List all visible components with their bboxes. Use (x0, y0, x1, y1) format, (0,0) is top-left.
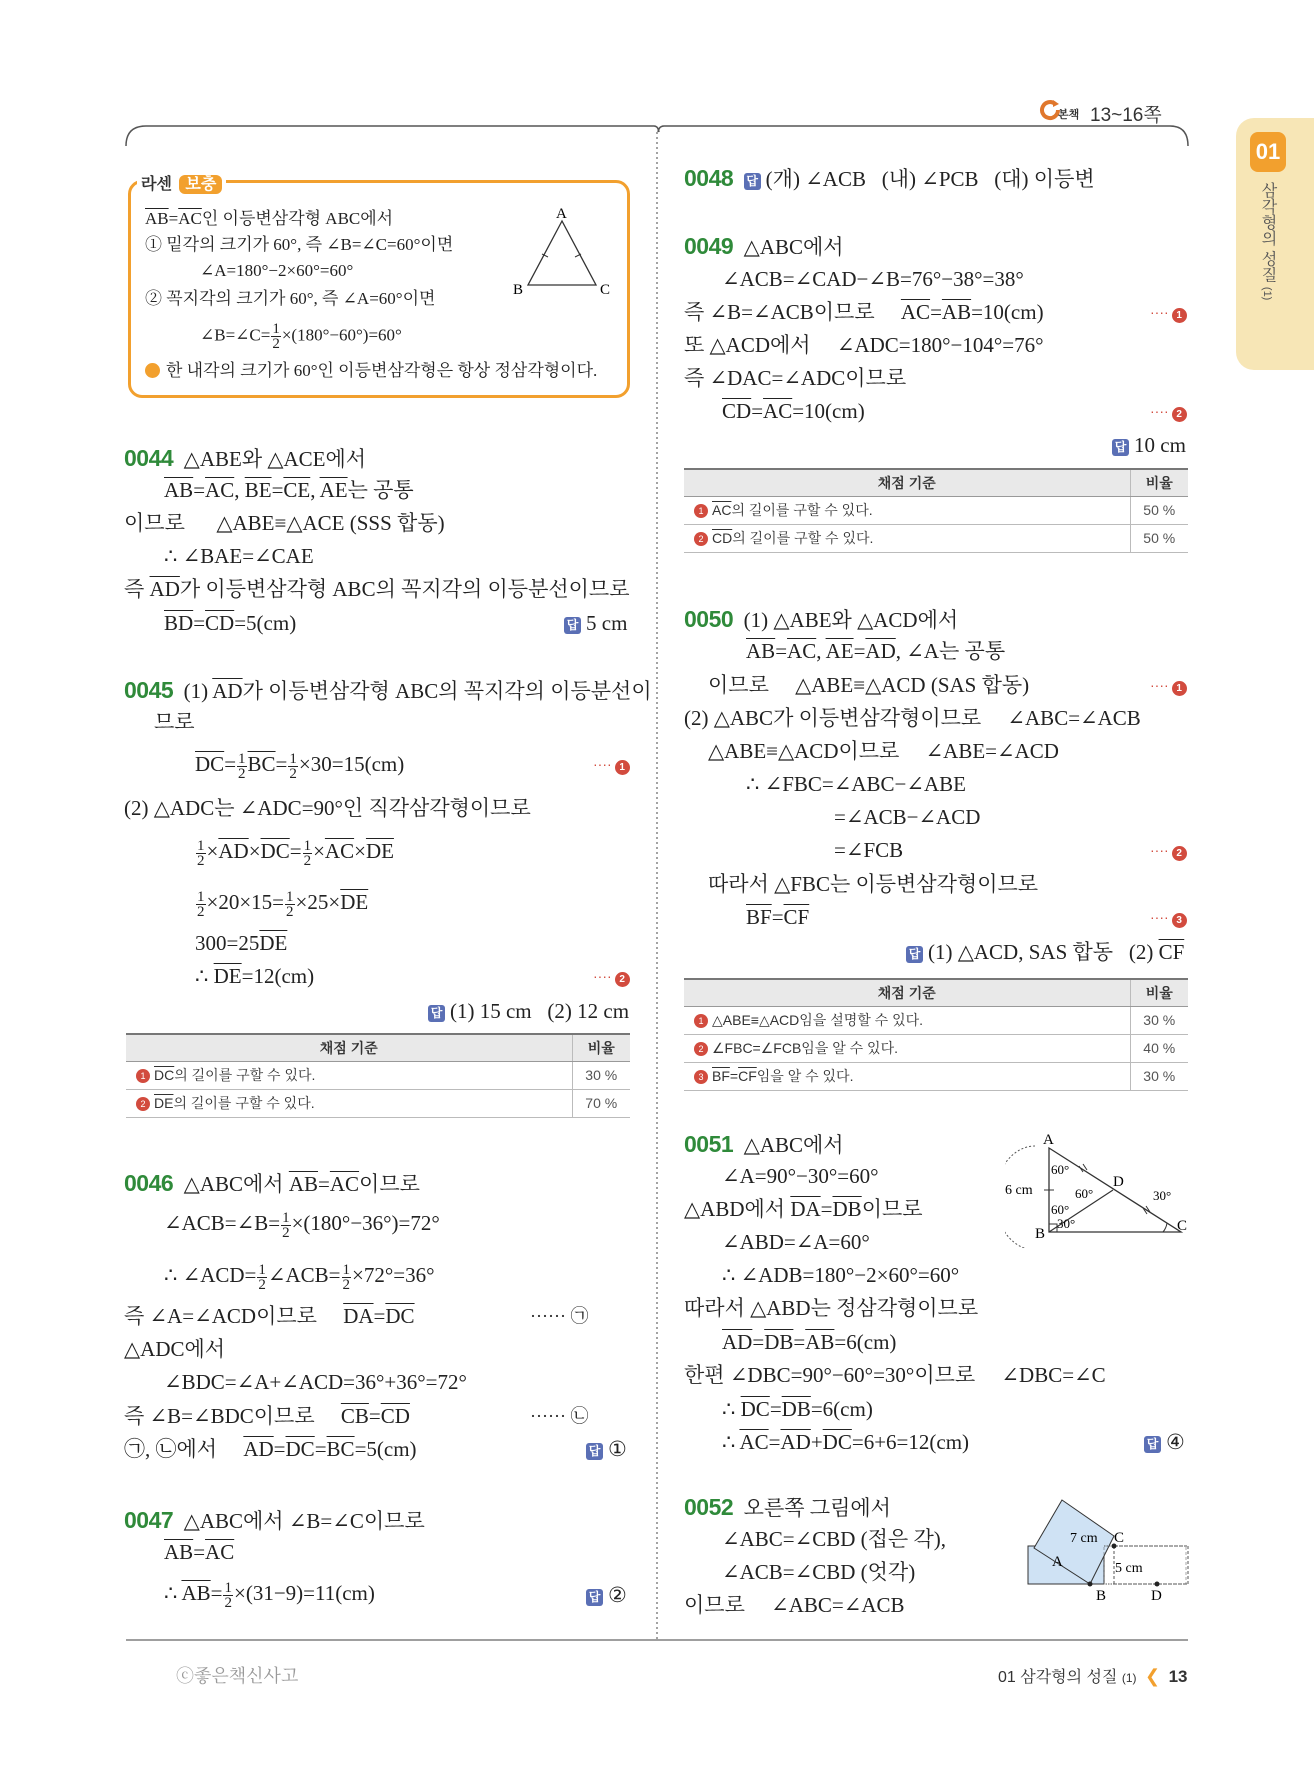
lasen-line-5: ∠B=∠C= $\frac{1}{2}$ ×(180°−60°)=60° (200, 321, 402, 352)
lasen-tag: 보충 (179, 175, 222, 194)
q0051-line-9: ∴ $\overline{DC}=\overline{DB}=6(cm)$ (722, 1397, 873, 1421)
q0050-answer: 답 (1) △ACD, SAS 합동 (2) $\overline{CF}$ (906, 939, 1184, 965)
step-marker-1: ···· 1 (1150, 304, 1187, 323)
answer-icon: 답 (586, 1443, 603, 1460)
q0050-line-7: =∠ACB−∠ACD (834, 805, 981, 829)
q0046-mark-1: ······ ㉠ (530, 1306, 589, 1326)
q0047-line-3: ∴ $\overline{AB}=$ $\frac{1}{2}$ ×(31−9)=11(cm) (164, 1579, 375, 1611)
q0049-answer: 답 10 cm (1112, 432, 1186, 458)
lasen-label (137, 171, 226, 194)
problem-number: 0052 (684, 1494, 734, 1520)
q0052-line-4: 이므로 ∠ABC=∠ACB (684, 1593, 905, 1617)
page-ref (1038, 98, 1178, 124)
lasen-line-4: ② 꼭지각의 크기가 60°, 즉 ∠A=60°이면 (145, 289, 436, 308)
page-range: 13~16쪽 (1090, 105, 1162, 126)
fig-angle-2: 60° (1075, 1186, 1094, 1201)
q0045-line-2: $\overline{DC}=$ $\frac{1}{2}$ $\overline{BC}=$ $\frac{1}{2}$ ×30=15(cm) (195, 750, 405, 782)
problem-number: 0050 (684, 606, 734, 632)
problem-number: 0051 (684, 1131, 734, 1157)
q0046-answer: 답 ① (586, 1436, 627, 1462)
answer-icon: 답 (744, 173, 761, 190)
answer-icon: 답 (586, 1589, 603, 1606)
q0049-line-1: 0049 △ABC에서 (684, 233, 844, 259)
chapter-side-tab[interactable] (1236, 118, 1314, 370)
q0050-line-8: =∠FCB (834, 838, 904, 862)
step-marker-1: ···· 1 (1150, 677, 1187, 696)
table-header: 비율 (572, 1034, 630, 1061)
q0051-line-8: 한편 ∠DBC=90°−60°=30°이므로 ∠DBC=∠C (684, 1363, 1106, 1387)
q0045-line-3: (2) △ADC는 ∠ADC=90°인 직각삼각형이므로 (124, 796, 531, 820)
problem-number: 0047 (124, 1507, 174, 1533)
fig-length-1: 7 cm (1070, 1531, 1098, 1546)
q0051-line-2: ∠A=90°−30°=60° (722, 1164, 879, 1188)
fig-label-b: B (1035, 1226, 1046, 1242)
q0050-line-4: (2) △ABC가 이등변삼각형이므로 ∠ABC=∠ACB (684, 706, 1141, 730)
fig-length-2: 5 cm (1115, 1561, 1143, 1576)
table-row: 2 $\overline{DE}$의 길이를 구할 수 있다. 70 % (126, 1089, 630, 1117)
lasen-line-3: ∠A=180°−2×60°=60° (200, 261, 354, 280)
fig-label-a: A (556, 206, 567, 222)
table-row: 2 $\overline{CD}$의 길이를 구할 수 있다. 50 % (684, 524, 1188, 552)
chapter-title: 삼각형의 성질 (1259, 182, 1276, 283)
q0046-line-8: ㉠, ㉡에서 $\overline{AD}=\overline{DC}=\overline{BC}=5(cm)$ (124, 1437, 417, 1461)
problem-number: 0045 (124, 677, 174, 703)
table-header: 비율 (1130, 979, 1188, 1006)
fig-label-a: A (1043, 1132, 1054, 1148)
q0045-line-5: $\frac{1}{2}$ ×20×15= $\frac{1}{2}$ $\times 25\times\overline{DE}$ (197, 888, 369, 920)
q0050-line-5: △ABE≡△ACD이므로 ∠ABE=∠ACD (708, 739, 1059, 763)
footer-chapter-title: 01 삼각형의 성질 (998, 1669, 1118, 1686)
q0052-line-1: 0052 오른쪽 그림에서 (684, 1494, 891, 1520)
problem-number: 0048 (684, 165, 734, 191)
table-header: 채점 기준 (684, 979, 1130, 1006)
answer-icon: 답 (906, 946, 923, 963)
q0046-line-1: 0046 △ABC에서 $\overline{AB}=\overline{AC}$이므로 (124, 1170, 420, 1196)
q0049-line-6: $\overline{CD}=\overline{AC}=10(cm)$ (722, 399, 865, 423)
q0050-line-9: 따라서 △FBC는 이등변삼각형이므로 (708, 872, 1039, 896)
q0051-line-5: ∴ ∠ADB=180°−2×60°=60° (722, 1263, 960, 1287)
q0050-line-1: 0050 (1) △ABE와 △ACD에서 (684, 606, 959, 632)
q0047-answer: 답 ② (586, 1582, 627, 1608)
lasen-line-1: $\overline{AB}=\overline{AC}$인 이등변삼각형 ABC에서 (145, 209, 394, 228)
q0050-line-10: $\overline{BF}=\overline{CF}$ (746, 905, 810, 929)
fig-angle-1: 60° (1051, 1162, 1070, 1177)
q0050-score-table (684, 978, 1188, 1091)
q0051-line-4: ∠ABD=∠A=60° (722, 1230, 870, 1254)
q0044-line-4: ∴ ∠BAE=∠CAE (164, 544, 314, 568)
table-row: 1 $\overline{DC}$의 길이를 구할 수 있다. 30 % (126, 1061, 630, 1089)
q0046-line-7: 즉 ∠B=∠BDC이므로 $\overline{CB}=\overline{CD}$ (124, 1404, 410, 1428)
fig-angle-3: 60° (1051, 1202, 1070, 1217)
step-marker-2: ···· 2 (1150, 842, 1187, 861)
q0050-line-3: 이므로 △ABE≡△ACD (SAS 합동) (708, 673, 1030, 697)
answer-icon: 답 (428, 1005, 445, 1022)
table-header: 채점 기준 (684, 469, 1130, 496)
q0045-line-4: $\frac{1}{2}$ $\times\overline{AD}\times\overline{DC}=$ $\frac{1}{2}$ $\times\overline{AC}\times\overline{DE}$ (197, 837, 394, 869)
q0044-line-1: 0044 △ABE와 △ACE에서 (124, 445, 367, 471)
q0045-line-1b: 므로 (154, 710, 195, 734)
fig-label-d: D (1151, 1588, 1162, 1604)
footer-chapter (998, 1664, 1187, 1687)
step-marker-1: ···· 1 (593, 756, 630, 775)
q0052-line-3: ∠ACB=∠CBD (엇각) (722, 1560, 916, 1584)
fig-angle-4: 30° (1057, 1216, 1076, 1231)
q0046-line-6: ∠BDC=∠A+∠ACD=36°+36°=72° (164, 1370, 467, 1394)
step-marker-2: ···· 2 (1150, 403, 1187, 422)
book-ref-label: 본책 (1058, 109, 1080, 121)
table-header: 비율 (1130, 469, 1188, 496)
lasen-triangle-figure (508, 205, 620, 301)
q0051-line-1: 0051 △ABC에서 (684, 1131, 844, 1157)
q0050-line-2: $\overline{AB}=\overline{AC}$, $\overline{AE}=\overline{AD}$, ∠A는 공통 (746, 639, 1006, 663)
q0045-answer: 답 (1) 15 cm (2) 12 cm (428, 998, 629, 1024)
q0044-line-5: 즉 $\overline{AD}$가 이등변삼각형 ABC의 꼭지각의 이등분선이므로 (124, 577, 630, 601)
q0047-line-2: $\overline{AB}=\overline{AC}$ (164, 1540, 235, 1564)
q0051-line-7: $\overline{AD}=\overline{DB}=\overline{AB}=6(cm)$ (722, 1330, 897, 1354)
problem-number: 0049 (684, 233, 734, 259)
q0050-line-6: ∴ ∠FBC=∠ABC−∠ABE (746, 772, 966, 796)
table-header: 채점 기준 (126, 1034, 572, 1061)
q0046-line-3: ∴ ∠ACD= $\frac{1}{2}$ ∠ACB= $\frac{1}{2}$ ×72°=36° (164, 1261, 435, 1293)
q0045-line-1: 0045 (1) $\overline{AD}$가 이등변삼각형 ABC의 꼭지각의 이등분선이 (124, 677, 652, 703)
chapter-number: 01 (1250, 132, 1286, 172)
lasen-note: 한 내각의 크기가 60°인 이등변삼각형은 항상 정삼각형이다. (145, 358, 597, 384)
fig-label-c: C (1177, 1218, 1188, 1234)
q0044-answer: 답 5 cm (564, 610, 627, 636)
q0045-line-7: ∴ $\overline{DE}=12(cm)$ (195, 964, 315, 988)
step-marker-2: ···· 2 (593, 968, 630, 987)
fig-label-b: B (1096, 1588, 1107, 1604)
fig-label-d: D (1113, 1174, 1124, 1190)
q0044-line-3: 이므로 △ABE≡△ACE (SSS 합동) (124, 511, 445, 535)
answer-icon: 답 (1112, 439, 1129, 456)
chevron-left-icon: ❮ (1145, 1666, 1161, 1686)
page-number: 13 (1168, 1667, 1188, 1686)
answer-icon: 답 (1144, 1436, 1161, 1453)
q0052-line-2: ∠ABC=∠CBD (접은 각), (722, 1527, 946, 1551)
footer-chapter-sub: (1) (1121, 1671, 1137, 1685)
fig-side-length: 6 cm (1005, 1183, 1033, 1198)
q0045-score-table (126, 1033, 630, 1118)
q0049-line-3: 즉 ∠B=∠ACB이므로 $\overline{AC}=\overline{AB}=10(cm)$ (684, 300, 1044, 324)
q0051-triangle-figure (1005, 1132, 1195, 1248)
q0044-line-6: $\overline{BD}=\overline{CD}=5(cm)$ (164, 611, 297, 635)
problem-number: 0046 (124, 1170, 174, 1196)
problem-number: 0044 (124, 445, 174, 471)
answer-icon: 답 (564, 617, 581, 634)
q0051-answer: 답 ④ (1144, 1429, 1185, 1455)
q0051-line-10: ∴ $\overline{AC}=\overline{AD}+\overline{DC}=6+6=12(cm)$ (722, 1430, 970, 1454)
fig-label-c: C (600, 282, 611, 298)
fig-label-a: A (1052, 1554, 1063, 1570)
q0049-line-2: ∠ACB=∠CAD−∠B=76°−38°=38° (722, 267, 1024, 291)
q0051-line-3: △ABD에서 $\overline{DA}=\overline{DB}$이므로 (684, 1197, 923, 1221)
table-row: 1 △ABE≡△ACD임을 설명할 수 있다. 30 % (684, 1006, 1188, 1034)
copyright: ⓒ좋은책신사고 (176, 1666, 299, 1686)
table-row: 1 $\overline{AC}$의 길이를 구할 수 있다. 50 % (684, 496, 1188, 524)
q0052-folded-paper-figure (1024, 1494, 1194, 1604)
q0046-line-5: △ADC에서 (124, 1337, 226, 1361)
q0047-line-1: 0047 △ABC에서 ∠B=∠C이므로 (124, 1507, 425, 1533)
lasen-line-2: ① 밑각의 크기가 60°, 즉 ∠B=∠C=60°이면 (145, 235, 454, 254)
q0046-line-2: ∠ACB=∠B= $\frac{1}{2}$ ×(180°−36°)=72° (164, 1209, 440, 1241)
lasen-title: 라센 (141, 176, 172, 193)
table-row: 2 ∠FBC=∠FCB임을 알 수 있다. 40 % (684, 1034, 1188, 1062)
table-row: 3 $\overline{BF}=\overline{CF}$임을 알 수 있다. 30 % (684, 1062, 1188, 1090)
chapter-sub: (1) (1261, 286, 1273, 301)
q0045-line-6: $300=25\overline{DE}$ (195, 931, 288, 955)
q0049-line-5: 즉 ∠DAC=∠ADC이므로 (684, 366, 907, 390)
fig-label-b: B (513, 282, 524, 298)
q0049-score-table (684, 468, 1188, 553)
step-marker-3: ···· 3 (1150, 909, 1187, 928)
fig-label-c: C (1114, 1530, 1125, 1546)
q0051-line-6: 따라서 △ABD는 정삼각형이므로 (684, 1296, 979, 1320)
q0046-mark-2: ······ ㉡ (530, 1406, 589, 1426)
q0049-line-4: 또 △ACD에서 ∠ADC=180°−104°=76° (684, 333, 1044, 357)
q0046-line-4: 즉 ∠A=∠ACD이므로 $\overline{DA}=\overline{DC}$ (124, 1304, 415, 1328)
q0044-line-2: $\overline{AB}=\overline{AC}$, $\overline{BE}=\overline{CE}$, $\overline{AE}$는 공통 (164, 478, 414, 502)
fig-angle-5: 30° (1153, 1188, 1172, 1203)
note-icon (145, 363, 160, 378)
q0048-line: 0048 답 (개) ∠ACB (내) ∠PCB (대) 이등변 (684, 165, 1095, 191)
